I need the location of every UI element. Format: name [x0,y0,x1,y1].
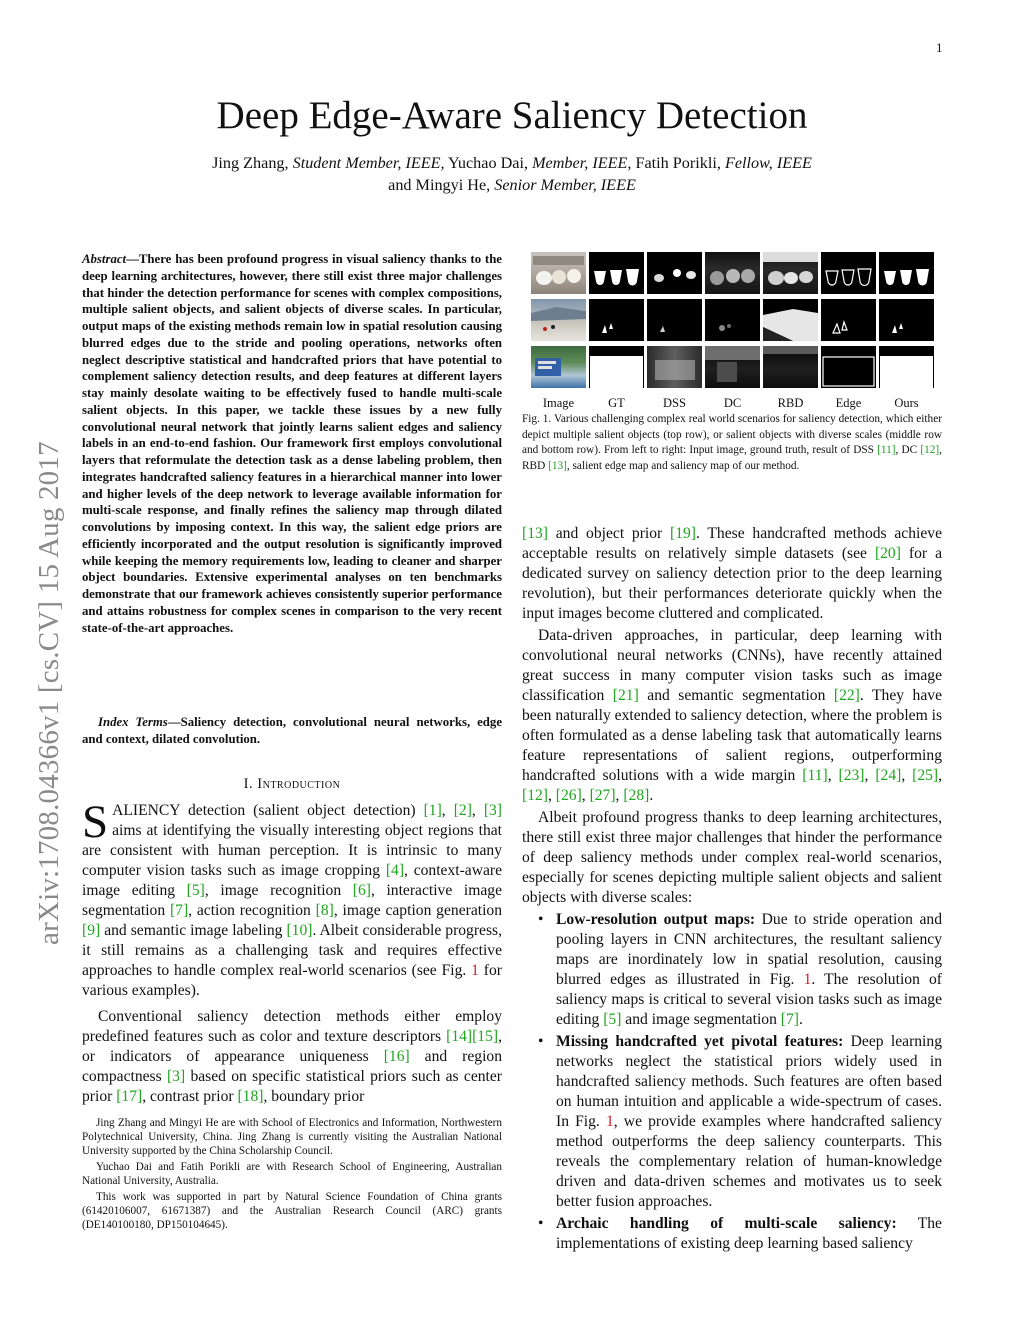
author-role: Member, IEEE, [532,154,632,172]
citation-link[interactable]: [10] [286,922,313,939]
abstract [82,251,502,636]
citation-link[interactable]: [17] [116,1088,143,1105]
text-fragment: , interactive image segmentation [82,882,502,919]
figure-label: RBD [777,396,804,410]
figure-image-ours-row3 [879,346,934,388]
figure-label: GT [608,396,625,410]
text-fragment: and object prior [547,525,671,542]
figure-1 [531,252,943,411]
author-role: Senior Member, IEEE [494,176,636,194]
author-name: Yuchao Dai, [444,154,533,172]
figure-column-labels [531,396,943,411]
author-name: Jing Zhang, [212,154,293,172]
footnote: This work was supported in part by Natural Science Foundation of China grants (61420106007, 61671387) and the Australian Research Council (ARC) grants (DE140100180, DP150104645). [82,1191,502,1231]
citation-link[interactable]: [5] [186,882,205,899]
text-fragment: for various examples). [82,962,502,999]
text-fragment: . [798,1011,803,1028]
citation-link[interactable]: [7] [780,1011,799,1028]
citation-link[interactable]: [12] [522,787,548,804]
citation-link[interactable]: [16] [383,1048,410,1065]
text-fragment: and region compactness [82,1048,502,1085]
figure-image-edge-row3 [821,346,876,388]
index-terms-text: —Saliency detection, convolutional neural networks, edge and context, dilated convolution. [82,715,502,746]
text-fragment: . The resolution of saliency maps is critical to several vision tasks such as image editing [556,971,942,1028]
citation-link[interactable]: [11] [802,767,828,784]
citation-link[interactable]: [7] [169,902,189,919]
drop-cap: S [82,796,109,848]
text-fragment: . They have been naturally extended to saliency detection, where the problem is often formulated as a dense labeling task that automatically learns feature representations of salient regions, outperforming handcrafted solutions with a wide margin [522,687,943,784]
text-fragment: . [649,787,654,804]
text-fragment: , boundary prior [263,1088,365,1105]
figure-image-dss-row1 [647,252,702,294]
author-role: Fellow, IEEE [724,154,812,172]
citation-link[interactable]: [21] [612,687,639,704]
challenge-item [522,1032,942,1212]
figure-label: Ours [894,396,919,410]
citation-link[interactable]: [25] [912,767,939,784]
text-fragment: , image caption generation [333,902,502,919]
figure-reference-link[interactable]: 1 [605,1113,614,1130]
challenge-heading: Archaic handling of multi-scale saliency: [556,1215,897,1232]
figure-reference-link[interactable]: 1 [803,971,812,988]
right-column-text [522,524,942,1254]
citation-link[interactable]: [20] [874,545,901,562]
text-fragment: ALIENCY detection (salient object detection) [112,802,424,819]
citation-link[interactable]: [13] [548,459,567,472]
text-fragment: and semantic segmentation [638,687,834,704]
challenge-list [522,910,942,1254]
figure-image-dc-row2 [705,299,760,341]
challenge-text [556,911,942,1028]
index-terms [82,714,502,748]
citation-link[interactable]: [13] [522,525,548,542]
citation-link[interactable]: [15] [472,1028,499,1045]
citation-link[interactable]: [24] [875,767,902,784]
text-fragment: , RBD [522,444,942,472]
figure-label: DSS [663,396,686,410]
intro-p1-content [82,796,503,999]
citation-link[interactable]: [3] [166,1068,186,1085]
text-fragment: , [938,767,943,784]
text-fragment: aims at identifying the visually interesting object regions that are consistent with human perception. It is intrinsic to many computer vision tasks such as image cropping [82,822,502,879]
text-fragment: and image segmentation [621,1011,781,1028]
right-p2-content [522,627,942,804]
intro-paragraph-1 [82,796,503,1001]
author-role: Student Member, IEEE, [292,154,445,172]
right-paragraph-1 [522,524,942,624]
figure-image-edge-row1 [821,252,876,294]
author-name: and Mingyi He, [388,176,495,194]
text-fragment: , we provide examples where handcrafted saliency method outperforms the deep saliency counterparts. This reveals the complementary relation of human-knowledge driven and data-driven schemes and motivates us to seek better fusion approaches. [556,1113,942,1210]
text-fragment: , [864,767,876,784]
citation-link[interactable]: [12] [920,444,940,456]
text-fragment: , [471,802,484,819]
text-fragment: , action recognition [188,902,316,919]
author-name: Fatih Porikli, [631,154,725,172]
intro-p2-content [82,1008,502,1105]
arxiv-stamp: arXiv:1708.04366v1 [cs.CV] 15 Aug 2017 [33,441,65,945]
figure-image-dc-row3 [705,346,760,388]
figure-image-rbd-row2 [763,299,818,341]
text-fragment: , DC [895,444,921,456]
text-fragment: Conventional saliency detection methods either employ predefined features such as color and texture descriptors [82,1008,502,1045]
citation-link[interactable]: [8] [315,902,334,919]
citation-link[interactable]: [9] [82,922,101,939]
right-paragraph-2 [522,626,942,806]
text-fragment: . These handcrafted methods achieve acceptable results on relatively simple datasets (see [522,525,942,562]
citation-link[interactable]: [4] [385,862,405,879]
text-fragment: . Albeit considerable progress, it still remains as a challenging task and requires effective approaches to handle complex real-world scenarios (see Fig. [82,922,502,979]
index-terms-label: Index Terms [98,715,168,729]
citation-link[interactable]: [3] [483,802,502,819]
paper-title: Deep Edge-Aware Saliency Detection [216,94,808,137]
text-fragment: , [615,787,624,804]
right-p1-content [522,525,942,622]
citation-link[interactable]: [5] [603,1011,622,1028]
citation-link[interactable]: [6] [352,882,371,899]
section-number: I. [243,776,258,792]
text-fragment: , [581,787,590,804]
text-fragment: , contrast prior [142,1088,238,1105]
text-fragment: , image recognition [204,882,353,899]
section-heading [82,776,502,793]
footnotes [82,1116,502,1232]
text-fragment: for a dedicated survey on saliency detection prior to the deep learning revolution), but their performances deteriorate quickly when the input images become cluttered and complicated. [522,545,942,622]
section-title: Introduction [257,776,341,792]
text-fragment: , [441,802,454,819]
citation-link[interactable]: [26] [555,787,582,804]
text-fragment: , context-aware image editing [82,862,503,899]
citation-link[interactable]: [23] [838,767,865,784]
figure-image-edge-row2 [821,299,876,341]
figure-image-rbd-row1 [763,252,818,294]
intro-paragraph-2 [82,1007,502,1107]
text-fragment: Deep learning networks neglect the statistical priors widely used in handcrafted saliency methods. Such features are often based on human intuition and applicable a wide-spectrum of cases. In Fig. [556,1033,942,1130]
figure-label: DC [723,396,742,410]
figure-label: Edge [835,396,862,410]
figure-image-ours-row2 [879,299,934,341]
citation-link[interactable]: [2] [453,802,472,819]
text-fragment: , [901,767,913,784]
text-fragment: Due to stride operation and pooling layers in CNN architectures, the resultant saliency maps are inordinately low in spatial resolution, causing blurred edges as illustrated in Fig. [556,911,943,988]
figure-label: Image [542,396,575,410]
citation-link[interactable]: [14] [446,1028,473,1045]
challenge-heading: Low-resolution output maps: [556,911,756,928]
author-line-1 [0,152,1024,174]
author-list [0,152,1024,196]
figure-image-gt-row2 [589,299,644,341]
page-number: 1 [936,40,943,55]
figure-image-input-row3 [531,346,586,388]
figure-image-dss-row2 [647,299,702,341]
text-fragment: Data-driven approaches, in particular, deep learning with convolutional neural networks (CNNs), have recently attained great success in many computer vision tasks such as image classification [522,627,942,704]
citation-link[interactable]: [19] [670,525,696,542]
citation-link[interactable]: [27] [589,787,616,804]
text-fragment: based on specific statistical priors such as center prior [82,1068,502,1105]
figure-image-gt-row1 [589,252,644,294]
right-paragraph-3: Albeit profound progress thanks to deep learning architectures, there still exist three major challenges that hinder the performance of deep saliency methods under complex real-world scenarios, especially for scenes depicting multiple salient objects and salient objects with diverse scales: [522,809,942,906]
figure-image-dc-row1 [705,252,760,294]
text-fragment: and semantic image labeling [100,922,287,939]
intro-text [82,796,503,1107]
text-fragment: , [547,787,556,804]
figure-image-input-row2 [531,299,586,341]
figure-reference-link[interactable]: 1 [471,962,479,979]
citation-link[interactable]: [22] [833,687,860,704]
figure-image-gt-row3 [589,346,644,388]
challenge-item [522,1214,942,1254]
figure-caption [522,412,942,474]
citation-link[interactable]: [18] [237,1088,264,1105]
figure-image-input-row1 [531,252,586,294]
figure-grid [531,252,943,388]
text-fragment: , or indicators of appearance uniqueness [82,1028,502,1065]
text-fragment: , salient edge map and saliency map of our method. [566,459,800,472]
abstract-text: —There has been profound progress in visual saliency thanks to the deep learning architectures, however, there still exist three major challenges that hinder the detection performance for scenes with complex compositions, multiple salient objects, and salient objects of diverse scales. In particular, output maps of the existing methods remain low in spatial resolution causing blurred edges due to the stride and pooling operations, networks often neglect descriptive statistical and handcrafted priors that have potential to complement saliency detection results, and deep features at different layers stay mainly desolate waiting to be effectively fused to handle multi-scale salient objects. In this paper, we tackle these issues by a new fully convolutional neural network that jointly learns salient edges and saliency labels in an end-to-end fashion. Our framework first employs convolutional layers that reformulate the detection task as a dense labeling problem, then integrates handcrafted saliency features in a hierarchical manner into lower and higher levels of the deep network to leverage available information for multi-scale response, and finally refines the saliency map through dilated convolutions by imposing context. In this way, the salient edge priors are efficiently incorporated and the output resolution is significantly improved while keeping the memory requirements low, leading to cleaner and sharper object boundaries. Extensive experimental analyses on ten benchmarks demonstrate that our framework achieves consistently superior performance and attains robustness for complex scenes in comparison to the very recent state-of-the-art approaches. [82,252,502,635]
challenge-heading: Missing handcrafted yet pivotal features: [556,1033,844,1050]
text-fragment: , [827,767,839,784]
abstract-label: Abstract [82,252,127,266]
text-fragment: The implementations of existing deep learning based saliency [556,1215,942,1252]
challenge-item [522,910,942,1030]
citation-link[interactable]: [1] [423,802,442,819]
figure-image-ours-row1 [879,252,934,294]
citation-link[interactable]: [11] [877,444,896,456]
footnote: Yuchao Dai and Fatih Porikli are with Research School of Engineering, Australian National University, Australia. [82,1161,502,1187]
footnote: Jing Zhang and Mingyi He are with School of Electronics and Information, Northwestern Polytechnical University, China. Jing Zhang is currently visiting the Australian National University supported by the China Scholarship Council. [82,1117,502,1157]
figure-image-rbd-row3 [763,346,818,388]
author-line-2 [0,174,1024,196]
figure-image-dss-row3 [647,346,702,388]
citation-link[interactable]: [28] [623,787,650,804]
text-fragment: Fig. 1. Various challenging complex real world scenarios for saliency detection, which either depict multiple salient objects (top row), or salient objects with diverse scales (middle row and bottom row). From left to right: Input image, ground truth, result of DSS [522,413,942,456]
challenge-text [556,1033,942,1210]
figure-caption-content [522,413,942,472]
